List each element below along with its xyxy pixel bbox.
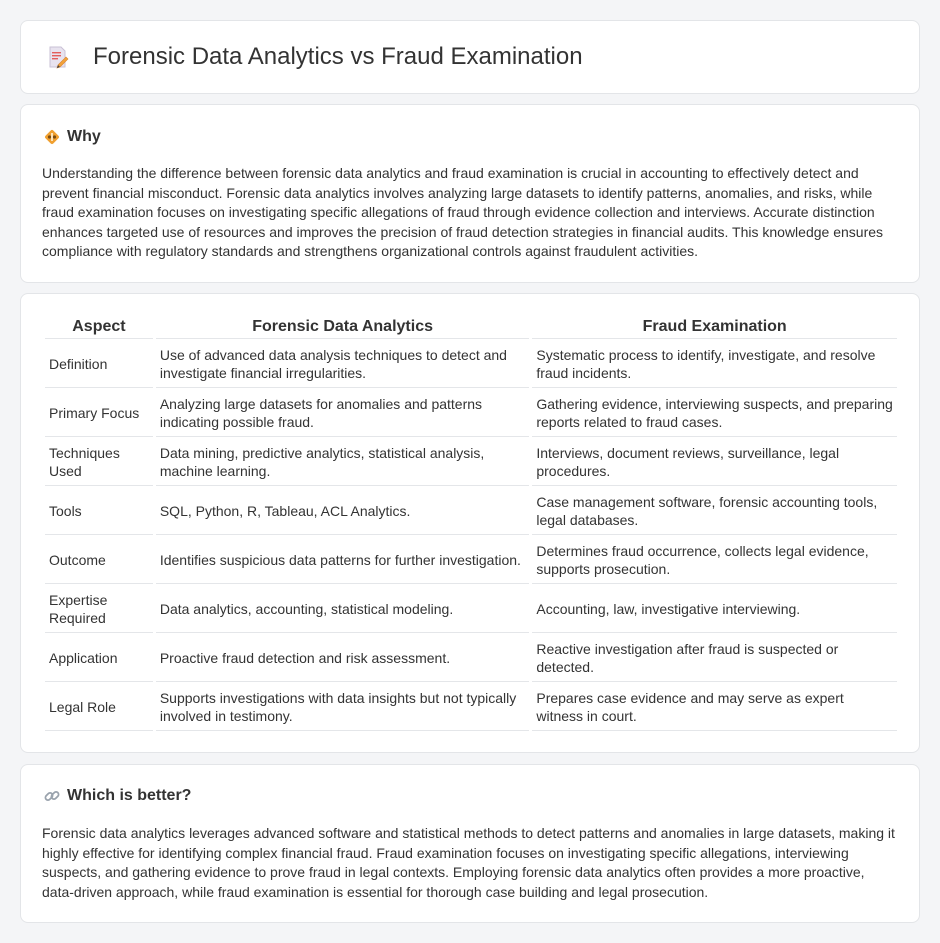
link-icon [43, 787, 61, 805]
aspect-cell: Techniques Used [45, 438, 153, 486]
why-body: Understanding the difference between forensic data analytics and fraud examination is crucial in accounting to effectively detect and prevent financial misconduct. Forensic data analytics involves analyzing large datasets to identify patterns, anomalies, and risks, while fraud examination focuses on investigating specific allegations of fraud through evidence collection and interviews. Accurate distinction enhances targeted use of resources and improves the precision of fraud detection strategies in financial audits. This knowledge ensures compliance with regulatory standards and strengthens organizational controls against fraudulent activities. [42, 165, 884, 260]
forensic-cell: Data analytics, accounting, statistical modeling. [156, 585, 530, 633]
table-row [45, 585, 897, 633]
which-is-better-section [20, 764, 920, 923]
aspect-cell: Tools [45, 487, 153, 535]
table-row [45, 389, 897, 437]
header-fraud-examination: Fraud Examination [532, 317, 897, 339]
fraud-cell: Prepares case evidence and may serve as expert witness in court. [532, 683, 897, 731]
aspect-cell: Expertise Required [45, 585, 153, 633]
forensic-cell: Analyzing large datasets for anomalies and patterns indicating possible fraud. [156, 389, 530, 437]
aspect-cell: Outcome [45, 536, 153, 584]
fraud-cell: Reactive investigation after fraud is suspected or detected. [532, 634, 897, 682]
table-row [45, 438, 897, 486]
table-header-row [45, 317, 897, 339]
aspect-cell: Application [45, 634, 153, 682]
comparison-table [42, 316, 900, 732]
better-body: Forensic data analytics leverages advanced software and statistical methods to detect patterns and anomalies in large datasets, making it highly effective for identifying complex financial fraud. Fraud examination focuses on investigating specific allegations, interviewing suspects, and gathering evidence to prove fraud in legal contexts. Employing forensic data analytics often provides a more proactive, data-driven approach, while fraud examination is essential for thorough case building and legal prosecution. [42, 825, 895, 900]
why-section [20, 104, 920, 283]
comparison-section [20, 293, 920, 753]
forensic-cell: Data mining, predictive analytics, statistical analysis, machine learning. [156, 438, 530, 486]
fraud-cell: Determines fraud occurrence, collects legal evidence, supports prosecution. [532, 536, 897, 584]
header-card [20, 20, 920, 94]
header-aspect: Aspect [45, 317, 153, 339]
page-title: Forensic Data Analytics vs Fraud Examination [93, 43, 583, 70]
document-edit-icon [47, 45, 69, 69]
fraud-cell: Accounting, law, investigative interviewing. [532, 585, 897, 633]
table-row [45, 536, 897, 584]
forensic-cell: Identifies suspicious data patterns for further investigation. [156, 536, 530, 584]
warning-diamond-icon [43, 128, 61, 146]
aspect-cell: Primary Focus [45, 389, 153, 437]
aspect-cell: Legal Role [45, 683, 153, 731]
table-row [45, 340, 897, 388]
why-title: Why [67, 128, 101, 145]
forensic-cell: SQL, Python, R, Tableau, ACL Analytics. [156, 487, 530, 535]
fraud-cell: Gathering evidence, interviewing suspects, and preparing reports related to fraud cases. [532, 389, 897, 437]
table-row [45, 683, 897, 731]
forensic-cell: Proactive fraud detection and risk assessment. [156, 634, 530, 682]
forensic-cell: Supports investigations with data insights but not typically involved in testimony. [156, 683, 530, 731]
fraud-cell: Systematic process to identify, investigate, and resolve fraud incidents. [532, 340, 897, 388]
aspect-cell: Definition [45, 340, 153, 388]
table-row [45, 487, 897, 535]
fraud-cell: Case management software, forensic accounting tools, legal databases. [532, 487, 897, 535]
forensic-cell: Use of advanced data analysis techniques to detect and investigate financial irregularities. [156, 340, 530, 388]
header-forensic-data-analytics: Forensic Data Analytics [156, 317, 530, 339]
fraud-cell: Interviews, document reviews, surveillance, legal procedures. [532, 438, 897, 486]
better-title: Which is better? [67, 787, 192, 804]
table-row [45, 634, 897, 682]
